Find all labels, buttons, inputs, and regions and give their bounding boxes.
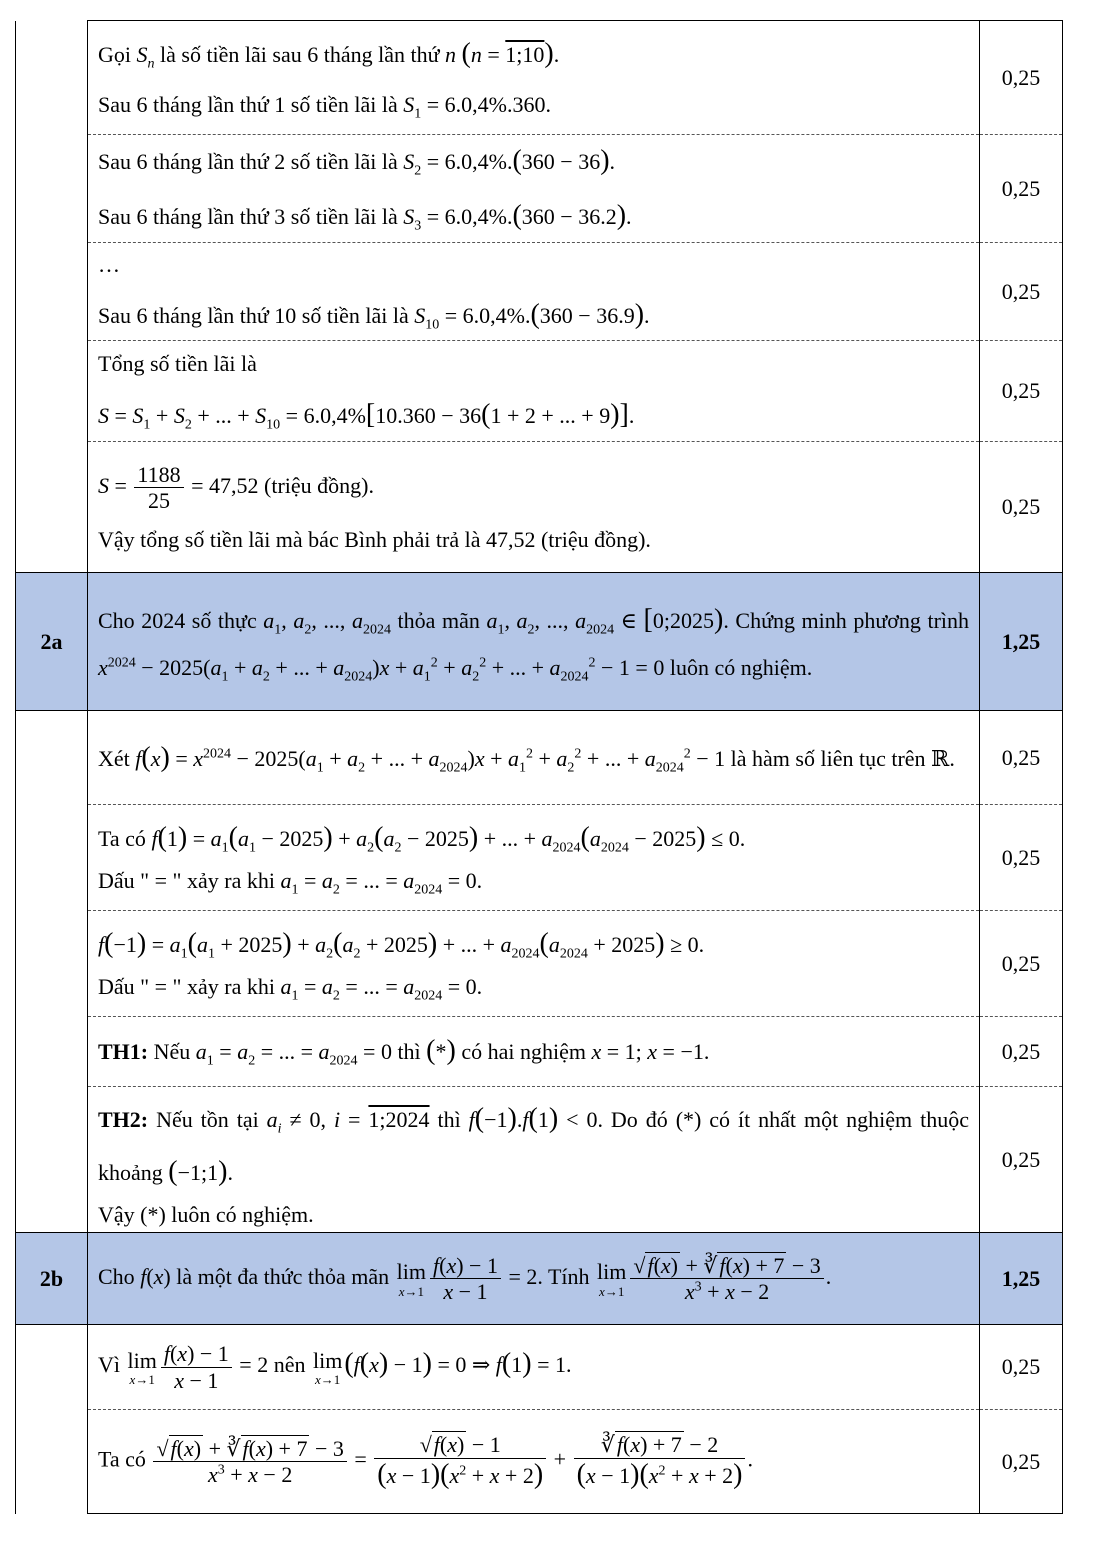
limit: lim x→1 xyxy=(312,1347,343,1388)
table-row xyxy=(16,1017,1063,1087)
row-label xyxy=(16,711,88,805)
row-label xyxy=(16,21,88,135)
table-row xyxy=(16,442,1063,573)
row-label xyxy=(16,1325,88,1410)
text-line: Sau 6 tháng lần thứ 1 số tiền lãi là $S_1 = 6.0,4\%.360$. xyxy=(98,91,551,122)
question-text: Cho f(x) là một đa thức thỏa mãn lim x→1 $\frac{f(x) - 1}{x - 1}$ = 2. Tính lim x→1 $\frac{√f(x) + ∛f(x) + 7 - 3}{x^3 + x - 2}$ . xyxy=(98,1252,832,1304)
row-content xyxy=(88,135,980,243)
row-content xyxy=(88,442,980,573)
row-label xyxy=(16,805,88,911)
fraction: $\frac{∛f(x) + 7 - 2}{(x - 1)(x^2 + x + 2)}$ xyxy=(574,1432,746,1490)
row-content xyxy=(88,1410,980,1514)
table-row xyxy=(16,1325,1063,1410)
text-line: Vậy tổng số tiền lãi mà bác Bình phải trả là 47,52 (triệu đồng). xyxy=(98,527,651,553)
row-score: 0,25 xyxy=(980,1325,1063,1410)
row-label xyxy=(16,1087,88,1233)
question-label: 2a xyxy=(16,573,88,711)
row-score: 0,25 xyxy=(980,1410,1063,1514)
row-content xyxy=(88,805,980,911)
table-row xyxy=(16,805,1063,911)
row-score: 0,25 xyxy=(980,711,1063,805)
row-score: 0,25 xyxy=(980,135,1063,243)
text-line: TH2: Nếu tồn tại $a_i \ne 0$, i = 1;2024 thì f(−1).f(1) < 0. Do đó (*) có ít nhất một nghiệm thuộc khoảng (−1;1). xyxy=(98,1102,969,1187)
table-row xyxy=(16,1410,1063,1514)
limit: lim x→1 xyxy=(597,1259,627,1299)
question-row-2b xyxy=(16,1233,1063,1325)
case-label: TH2: xyxy=(98,1106,149,1132)
text-line: Sau 6 tháng lần thứ 10 số tiền lãi là $S_{10} = 6.0,4\%.(360 - 36.9)$. xyxy=(98,299,650,333)
table-row xyxy=(16,1087,1063,1233)
row-content xyxy=(88,341,980,442)
row-content xyxy=(88,711,980,805)
fraction: $\frac{√f(x) - 1}{(x - 1)(x^2 + x + 2)}$ xyxy=(374,1432,546,1490)
answer-table xyxy=(15,20,1063,1514)
question-score: 1,25 xyxy=(980,573,1063,711)
question-row-2a xyxy=(16,573,1063,711)
row-content xyxy=(88,1087,980,1233)
text-line: Sau 6 tháng lần thứ 2 số tiền lãi là $S_2 = 6.0,4\%.(360 - 36)$. xyxy=(98,145,616,179)
table-row xyxy=(16,911,1063,1017)
text-line: Sau 6 tháng lần thứ 3 số tiền lãi là $S_3 = 6.0,4\%.(360 - 36.2)$. xyxy=(98,199,632,233)
text-line: Ta có $\frac{√f(x) + ∛f(x) + 7 - 3}{x^3 + x - 2}$ = $\frac{√f(x) - 1}{(x - 1)(x^2 + x + 2)}$ + $\frac{∛f(x) + 7 - 2}{(x - 1)(x^2 + x + 2)}$ . xyxy=(98,1432,753,1490)
row-score: 0,25 xyxy=(980,442,1063,573)
row-score: 0,25 xyxy=(980,341,1063,442)
table-row xyxy=(16,21,1063,135)
text-line: Dấu " = " xảy ra khi $a_1 = a_2$ = ... = $a_{2024} = 0$. xyxy=(98,973,483,1004)
text-line: Tổng số tiền lãi là xyxy=(98,351,257,377)
question-content xyxy=(88,573,980,711)
table-row xyxy=(16,135,1063,243)
row-score: 0,25 xyxy=(980,1017,1063,1087)
row-label xyxy=(16,442,88,573)
row-content xyxy=(88,1325,980,1410)
row-label xyxy=(16,135,88,243)
text-line: Dấu " = " xảy ra khi $a_1 = a_2$ = ... = $a_{2024} = 0$. xyxy=(98,867,483,898)
fraction: $\frac{f(x) - 1}{x - 1}$ xyxy=(430,1253,501,1305)
question-score: 1,25 xyxy=(980,1233,1063,1325)
text-line: Vậy (*) luôn có nghiệm. xyxy=(98,1202,314,1228)
text-line: Xét $f(x) = x^{2024} - 2025(a_1 + a_2$ + ... + $a_{2024})x + a_1^2 + a_2^2$ + ... + $a_{2024}^2 - 1$ là hàm số liên tục trên ℝ. xyxy=(98,742,955,776)
question-content xyxy=(88,1233,980,1325)
table-row xyxy=(16,341,1063,442)
row-score: 0,25 xyxy=(980,243,1063,341)
question-label: 2b xyxy=(16,1233,88,1325)
row-content xyxy=(88,21,980,135)
table-row xyxy=(16,243,1063,341)
row-label xyxy=(16,1410,88,1514)
limit: lim x→1 xyxy=(127,1347,157,1388)
table-row xyxy=(16,711,1063,805)
fraction: $\frac{1188}{25}$ xyxy=(134,462,183,514)
text-line: $S = S_1 + S_2$ + ... + $S_{10} = 6.0,4\%[10.360 - 36(1 + 2$ + ... + 9)]. xyxy=(98,398,635,432)
text-line: Vì lim x→1 $\frac{f(x) - 1}{x - 1}$ = 2 nên lim x→1 (f(x) − 1) = 0 ⇒ f(1) = 1. xyxy=(98,1341,572,1393)
row-content xyxy=(88,1017,980,1087)
text-line: Ta có $f(1) = a_1(a_1 - 2025) + a_2(a_2 - 2025)$ + ... + $a_{2024}(a_{2024} - 2025) \le 0$. xyxy=(98,821,746,856)
text-line: … xyxy=(98,251,120,277)
row-label xyxy=(16,341,88,442)
text-line: TH1: Nếu $a_1 = a_2$ = ... = $a_{2024} = 0$ thì (*) có hai nghiệm x = 1; x = −1. xyxy=(98,1035,710,1069)
text-line: S = $\frac{1188}{25}$ = 47,52 (triệu đồng). xyxy=(98,461,374,513)
text-line: Gọi $S_n$ là số tiền lãi sau 6 tháng lần thứ n (n = 1;10). xyxy=(98,37,560,72)
row-score: 0,25 xyxy=(980,21,1063,135)
row-label xyxy=(16,1017,88,1087)
limit: lim x→1 xyxy=(396,1259,426,1299)
text-line: $f(-1) = a_1(a_1 + 2025) + a_2(a_2 + 2025)$ + ... + $a_{2024}(a_{2024} + 2025) \ge 0$. xyxy=(98,927,705,962)
row-score: 0,25 xyxy=(980,805,1063,911)
row-label xyxy=(16,911,88,1017)
row-score: 0,25 xyxy=(980,1087,1063,1233)
case-label: TH1: xyxy=(98,1039,149,1065)
fraction: $\frac{f(x) - 1}{x - 1}$ xyxy=(161,1341,232,1393)
question-text: Cho 2024 số thực $a_1$, $a_2$, ..., $a_{2024}$ thỏa mãn $a_1$, $a_2$, ..., $a_{2024}$ ∈ [0;2025). Chứng minh phương trình $x^{2024} - 2025(a_1 + a_2$ + ... + $a_{2024})x + a_1^2 + a_2^2$ + ... + $a_{2024}^2 - 1 = 0$ luôn có nghiệm. xyxy=(98,603,970,685)
row-content xyxy=(88,911,980,1017)
row-content xyxy=(88,243,980,341)
row-label xyxy=(16,243,88,341)
fraction: $\frac{√f(x) + ∛f(x) + 7 - 3}{x^3 + x - 2}$ xyxy=(153,1436,346,1488)
row-score: 0,25 xyxy=(980,911,1063,1017)
fraction: $\frac{√f(x) + ∛f(x) + 7 - 3}{x^3 + x - 2}$ xyxy=(630,1253,823,1305)
